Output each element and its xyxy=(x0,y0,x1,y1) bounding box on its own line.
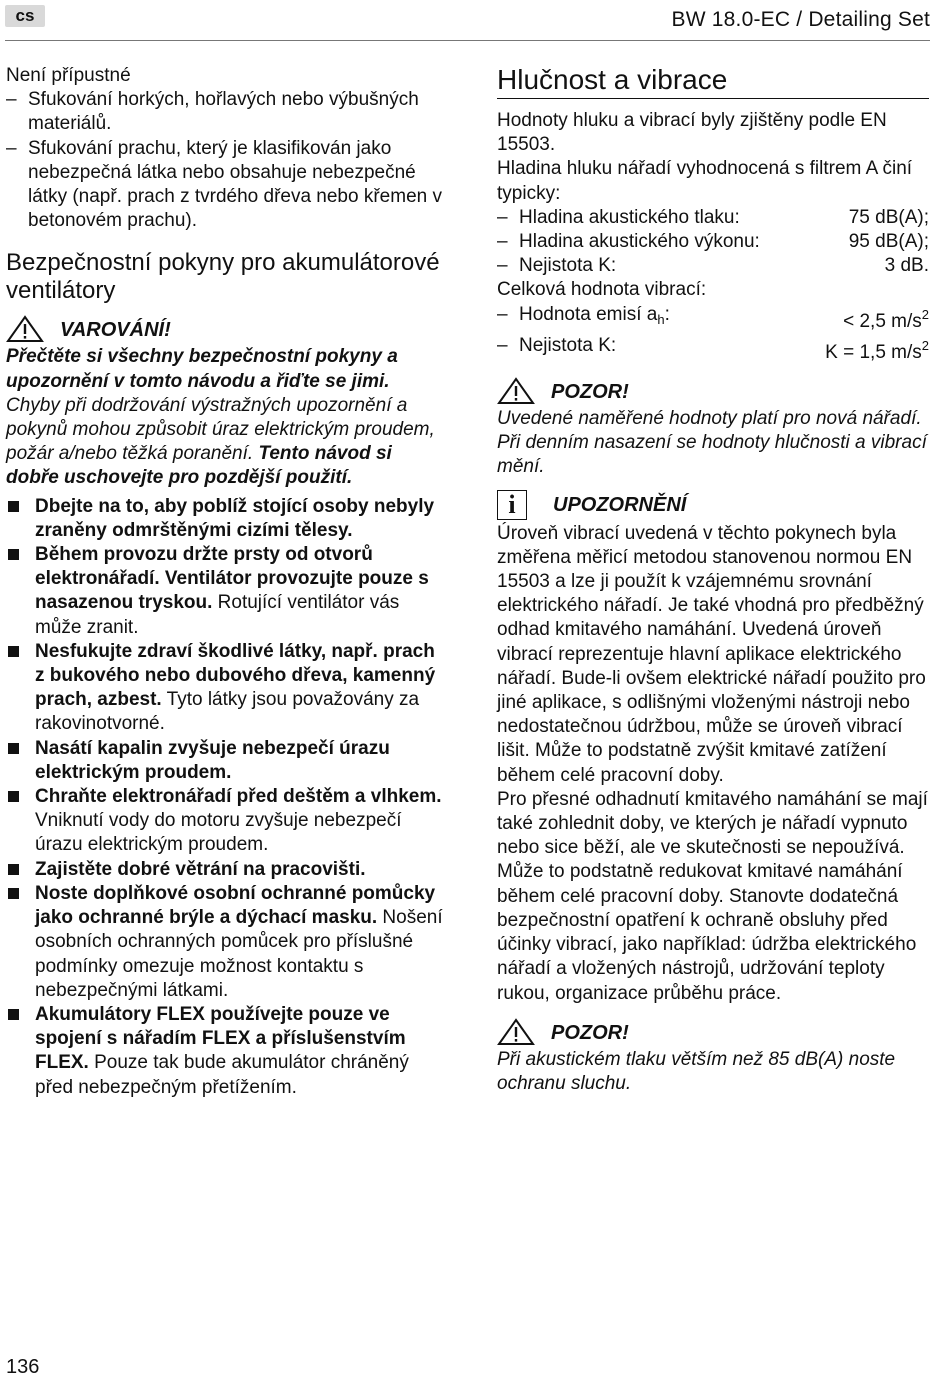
vibration-values-list xyxy=(497,303,929,365)
list-item: – Sfukování prachu, který je klasifikován jako nebezpečná látka nebo obsahuje nebezpečné látky (např. prach z tvrdého dřeva nebo křemen v betonovém prachu). xyxy=(6,137,446,234)
language-tag: cs xyxy=(5,5,45,27)
heading-underline xyxy=(497,98,929,99)
caution-header xyxy=(497,377,929,407)
warning-triangle-icon xyxy=(497,1018,539,1048)
warning-triangle-icon xyxy=(497,377,539,407)
list-item: Během provozu držte prsty od otvorů elektronářadí. Ventilátor provozujte pouze s nasazenou tryskou. Rotující ventilátor vás může zranit. xyxy=(6,543,446,640)
list-item: Dbejte na to, aby poblíž stojící osoby nebyly zraněny odmrštěnými cizími tělesy. xyxy=(6,495,446,543)
page-number: 136 xyxy=(6,1356,40,1378)
list-item: – Hladina akustického výkonu: 95 dB(A); xyxy=(497,230,929,254)
warning-label: VAROVÁNÍ! xyxy=(60,319,171,342)
list-item: Akumulátory FLEX používejte pouze ve spojení s nářadím FLEX a příslušenstvím FLEX. Pouze tak bude akumulátor chráněný před nebezpečným přetížením. xyxy=(6,1003,446,1100)
list-item: Chraňte elektronářadí před deštěm a vlhkem. Vniknutí vody do motoru zvyšuje nebezpečí úrazu elektrickým proudem. xyxy=(6,785,446,858)
caution-header-2 xyxy=(497,1018,929,1048)
header-divider xyxy=(5,40,930,41)
noise-values-list xyxy=(497,206,929,279)
list-item: Zajistěte dobré větrání na pracovišti. xyxy=(6,858,446,882)
hearing-protection-text: Při akustickém tlaku větším než 85 dB(A) noste ochranu sluchu. xyxy=(497,1048,896,1094)
caution-text: Uvedené naměřené hodnoty platí pro nová nářadí. Při denním nasazení se hodnoty hlučnosti a vibrací mění. xyxy=(497,408,927,478)
not-allowed-title: Není přípustné xyxy=(6,65,131,86)
noise-intro: Hladina hluku nářadí vyhodnocená s filtrem A činí typicky: xyxy=(497,158,913,204)
info-icon: i xyxy=(497,490,527,520)
not-allowed-list xyxy=(6,88,446,233)
list-item: – Nejistota K: K = 1,5 $m/s^2$ xyxy=(497,334,929,365)
warning-text: Chyby při dodržování výstražných upozornění a pokynů mohou způsobit úraz elektrickým proudem, požár a/nebo těžká poranění. xyxy=(6,394,435,465)
caution-label: POZOR! xyxy=(551,380,629,403)
list-item: Noste doplňkové osobní ochranné pomůcky jako ochranné brýle a dýchací masku. Nošení osobních ochranných pomůcek pro příslušné podmínky omezuje možnost kontaktu s nebezpečnými látkami. xyxy=(6,882,446,1003)
warning-keep-text: Tento návod si dobře uschovejte pro pozdější použití. xyxy=(6,443,392,489)
list-item: – Hodnota emisí $a_h$: < 2,5 $m/s^2$ xyxy=(497,303,929,334)
document-title: BW 18.0-EC / Detailing Set xyxy=(671,8,930,31)
noise-vibration-heading: Hlučnost a vibrace xyxy=(497,64,728,95)
notice-paragraph-2: Pro přesné odhadnutí kmitavého namáhání se mají také zohlednit doby, ve kterých je nářadí vypnuto nebo sice běží, ale ve skutečnosti se nepoužívá. Může to podstatně redukovat kmitavé namáhání během celé pracovní doby. Stanovte dodatečná bezpečnostní opatření k ochraně obsluhy před účinky vibrací, jako například: údržba elektrického nářadí a vložených nástrojů, udržování teploty rukou, organizace průběhu práce. xyxy=(497,788,928,1004)
list-item: Nasátí kapalin zvyšuje nebezpečí úrazu elektrickým proudem. xyxy=(6,737,446,785)
list-item: – Hladina akustického tlaku: 75 dB(A); xyxy=(497,206,929,230)
notice-label: UPOZORNĚNÍ xyxy=(553,493,687,516)
intro-paragraph: Hodnoty hluku a vibrací byly zjištěny podle EN 15503. xyxy=(497,110,887,156)
right-column xyxy=(497,64,929,1096)
warning-bold-text: Přečtěte si všechny bezpečnostní pokyny a upozornění v tomto návodu a řiďte se jimi. xyxy=(6,346,398,392)
list-item: – Sfukování horkých, hořlavých nebo výbušných materiálů. xyxy=(6,88,446,136)
left-column xyxy=(6,64,446,1100)
warning-paragraph xyxy=(6,394,446,491)
list-item: – Nejistota K: 3 dB. xyxy=(497,254,929,278)
warning-triangle-icon xyxy=(6,315,48,345)
notice-paragraph-1: Úroveň vibrací uvedená v těchto pokynech byla změřena měřicí metodou stanovenou normou EN 15503 a lze ji použít k vzájemnému srovnání elektrického nářadí. Je také vhodná pro předběžný odhad kmitavého namáhání. Uvedená úroveň vibrací reprezentuje hlavní aplikace elektrického nářadí. Bude-li ovšem elektrické nářadí použito pro jiné aplikace, s odlišnými vloženými nástroji nebo nedostatečnou údržbou, může se úroveň vibrací lišit. Může to podstatně zvýšit kmitavé zatížení během celé pracovní doby. xyxy=(497,522,926,786)
list-item: Nesfukujte zdraví škodlivé látky, např. prach z bukového nebo dubového dřeva, kamenný prach, azbest. Tyto látky jsou považovány za rakovinotvorné. xyxy=(6,640,446,737)
notice-header xyxy=(497,490,929,520)
safety-list xyxy=(6,495,446,1100)
safety-heading: Bezpečnostní pokyny pro akumulátorové ventilátory xyxy=(6,249,440,305)
warning-header xyxy=(6,315,446,345)
caution-label-2: POZOR! xyxy=(551,1021,629,1044)
vibration-title: Celková hodnota vibrací: xyxy=(497,279,707,301)
